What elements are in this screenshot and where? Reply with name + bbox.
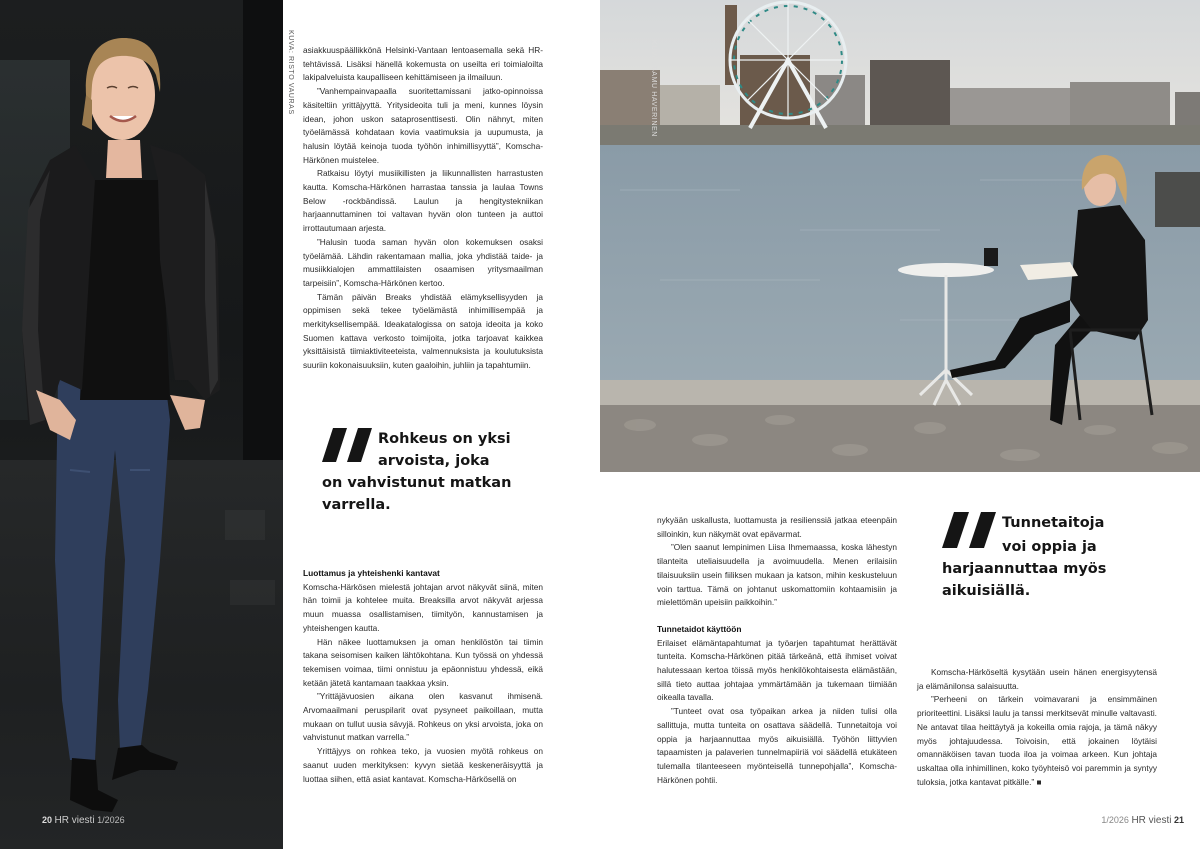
paragraph: ”Yrittäjävuosien aikana olen kasvanut ihmisenä. Arvomaailmani peruspilarit ovat pysyneet paikoillaan, mutta mukaan on tullut uusia sävyjä. Rohkeus on yksi arvoista, joka on vahvistunut matkan varrella.”: [303, 691, 543, 743]
section-heading: Tunnetaidot käyttöön: [657, 623, 742, 634]
right-page-number: 21: [1173, 815, 1184, 825]
pull-quote-2: [942, 512, 1172, 602]
left-magazine-name: HR viesti: [54, 815, 95, 826]
paragraph: Komscha-Härkösen mielestä johtajan arvot näkyvät siinä, miten hän toimii ja kohtelee muita. Breaksilla arvot näkyvät arjessa muun muassa osallistamisen, tiimityön, kannustamisen ja yhteishengen kautta.: [303, 581, 543, 633]
paragraph: Erilaiset elämäntapahtumat ja työarjen tapahtumat herättävät tunteita. Komscha-Härkönen pitää tärkeänä, että ihmiset voivat halutessaan kertoa töissä myös henkilökohtaisesta elämästään, sillä tieto auttaa johtajaa ymmärtämään ja tukemaan tiimiään oikealla tavalla.: [657, 637, 897, 703]
article-column-1: [303, 44, 543, 373]
paragraph: ”Vanhempainvapaalla suoritettamissani jatko-opinnoissa käsiteltiin yrittäjyyttä. Yritysideoita tuli ja meni, kunnes löysin idean, johon uskon sataprosenttisesti. Olin nähnyt, miten työelämässä kohdataan kovia vaatimuksia ja uupumusta, ja halusin löytää keinoja tuoda työhön inhimillisyyttä”, Komscha-Härkönen muistelee.: [303, 86, 543, 165]
paragraph: nykyään uskallusta, luottamusta ja resilienssiä jatkaa eteenpäin silloinkin, kun näkymät ovat epävarmat.: [657, 515, 897, 539]
portrait-photo: [0, 0, 283, 849]
pull-quote-1-line: arvoista, joka: [378, 453, 490, 469]
pull-quote-1-line: on vahvistunut matkan: [322, 475, 512, 491]
article-column-2: [303, 567, 543, 786]
section-heading: Luottamus ja yhteishenki kantavat: [303, 568, 440, 578]
paragraph: ”Halusin tuoda saman hyvän olon kokemuksen osaksi työelämää. Lähdin rakentamaan mallia, joka yhdistää taide- ja musiikkialojen ammattilaisten osaamisen yritysmaailman tarpeisiin”, Komscha-Härkönen kertoo.: [303, 236, 543, 288]
quote-mark-icon: [942, 512, 998, 548]
left-page-number: 20: [42, 815, 53, 825]
right-issue-number: 1/2026: [1101, 815, 1129, 825]
pull-quote-1-line: varrella.: [322, 497, 391, 513]
paragraph: Komscha-Härköseltä kysytään usein hänen energisyytensä ja elämänilonsa salaisuutta.: [917, 667, 1157, 691]
paragraph: Ratkaisu löytyi musiikillisten ja liikunnallisten harrastusten kautta. Komscha-Härkönen harrastaa tanssia ja laulaa Towns Below -rockbändissä. Laulun ja hengitystekniikan harjaannuttaminen toi valtavan hyvän olon tunteen ja auttoi irrottautumaan arjesta.: [303, 168, 543, 234]
harbour-photo: [600, 0, 1200, 472]
pull-quote-2-line: harjaannuttaa myös: [942, 561, 1107, 577]
pull-quote-1-line: Rohkeus on yksi: [378, 431, 511, 447]
pull-quote-1: [322, 428, 542, 516]
right-page-folio: [1101, 815, 1184, 826]
quote-mark-icon: [322, 428, 374, 462]
right-photo-credit: KUVA: SAMU HAVERINEN: [650, 40, 657, 137]
pull-quote-2-line: aikuisiällä.: [942, 583, 1031, 599]
pull-quote-2-line: Tunnetaitoja: [1002, 515, 1105, 531]
left-photo-credit: KUVA: RISTO VAURAS: [287, 30, 294, 115]
woman-portrait-figure: [0, 0, 283, 849]
right-magazine-name: HR viesti: [1131, 815, 1172, 826]
left-page-folio: [42, 815, 125, 826]
left-issue-number: 1/2026: [97, 815, 125, 825]
paragraph: Yrittäjyys on rohkea teko, ja vuosien myötä rohkeus on saanut uuden merkityksen: kyvyn sietää keskeneräisyyttä ja luottaa siihen, että asiat kantavat. Komscha-Härkösellä on: [303, 746, 543, 784]
paragraph: ”Olen saanut lempinimen Liisa Ihmemaassa, koska lähestyn tilanteita uteliaisuudella ja avoimuudella. Menen erilaisiin tilaisuuksiin usein fiiliksen mukaan ja katson, mihin keskusteluun voin tarttua. Tämä on johtanut uskomattomiin kohtaamisiin ja mielettömän upeisiin paikkoihin.”: [657, 542, 897, 608]
article-column-3: [657, 514, 897, 787]
harbour-scene: [600, 0, 1200, 472]
pull-quote-2-line: voi oppia ja: [1002, 539, 1097, 555]
article-column-4: [917, 666, 1157, 789]
paragraph: ”Tunteet ovat osa työpaikan arkea ja niiden tulisi olla sallittuja, mutta tunteita on osattava säädellä. Tunnetaitoja voi oppia ja harjaannuttaa myös aikuisiällä. Työhön liittyvien tapaamisten ja palaverien tunnelmapiiriä voi säädellä etukäteen tulemalla tilanteeseen myönteisellä tunnepohjalla”, Komscha-Härkönen pohtii.: [657, 706, 897, 785]
paragraph: ”Perheeni on tärkein voimavarani ja ensimmäinen prioriteettini. Lisäksi laulu ja tanssi merkitsevät minulle valtavasti. Ne antavat tilaa heittäytyä ja kokeilla omia rajoja, ja tämä näkyy myös johtajuudessa. Toivoisin, että jokainen löytäisi omannäköisen tavan tuoda iloa ja voimaa arkeen. Kun johtaja uskaltaa olla inhimillinen, koko työyhteisö voi paremmin ja syntyy tuloksia, jotka kantavat pitkälle.” ■: [917, 694, 1157, 787]
paragraph: Hän näkee luottamuksen ja oman henkilöstön tai tiimin takana seisomisen kaiken lähtökohtana. Kun työssä on yhdessä tekemisen voimaa, tiimi onnistuu ja epäonnistuu yhdessä, eikä ketään jätetä kantamaan taakkaa yksin.: [303, 636, 543, 688]
paragraph: asiakkuuspäällikkönä Helsinki-Vantaan lentoasemalla sekä HR-tehtävissä. Lisäksi hänellä kokemusta on useilta eri toimialoilta lakipalveluista kaupalliseen kehittämiseen ja ilmailuun.: [303, 45, 543, 83]
paragraph: Tämän päivän Breaks yhdistää elämyksellisyyden ja oppimisen sekä tekee työelämästä inhimillisempää ja merkityksellisempää. Ideakatalogissa on satoja ideoita ja koko Suomen kattava verkosto toimijoita, jotka tarjoavat kaikkea yksittäisistä tiimiaktiviteeteista, valmennuksista ja koulutuksista suuriin kokonaisuuksiin, kuten gaaloihin, juhliin ja tapahtumiin.: [303, 291, 543, 371]
